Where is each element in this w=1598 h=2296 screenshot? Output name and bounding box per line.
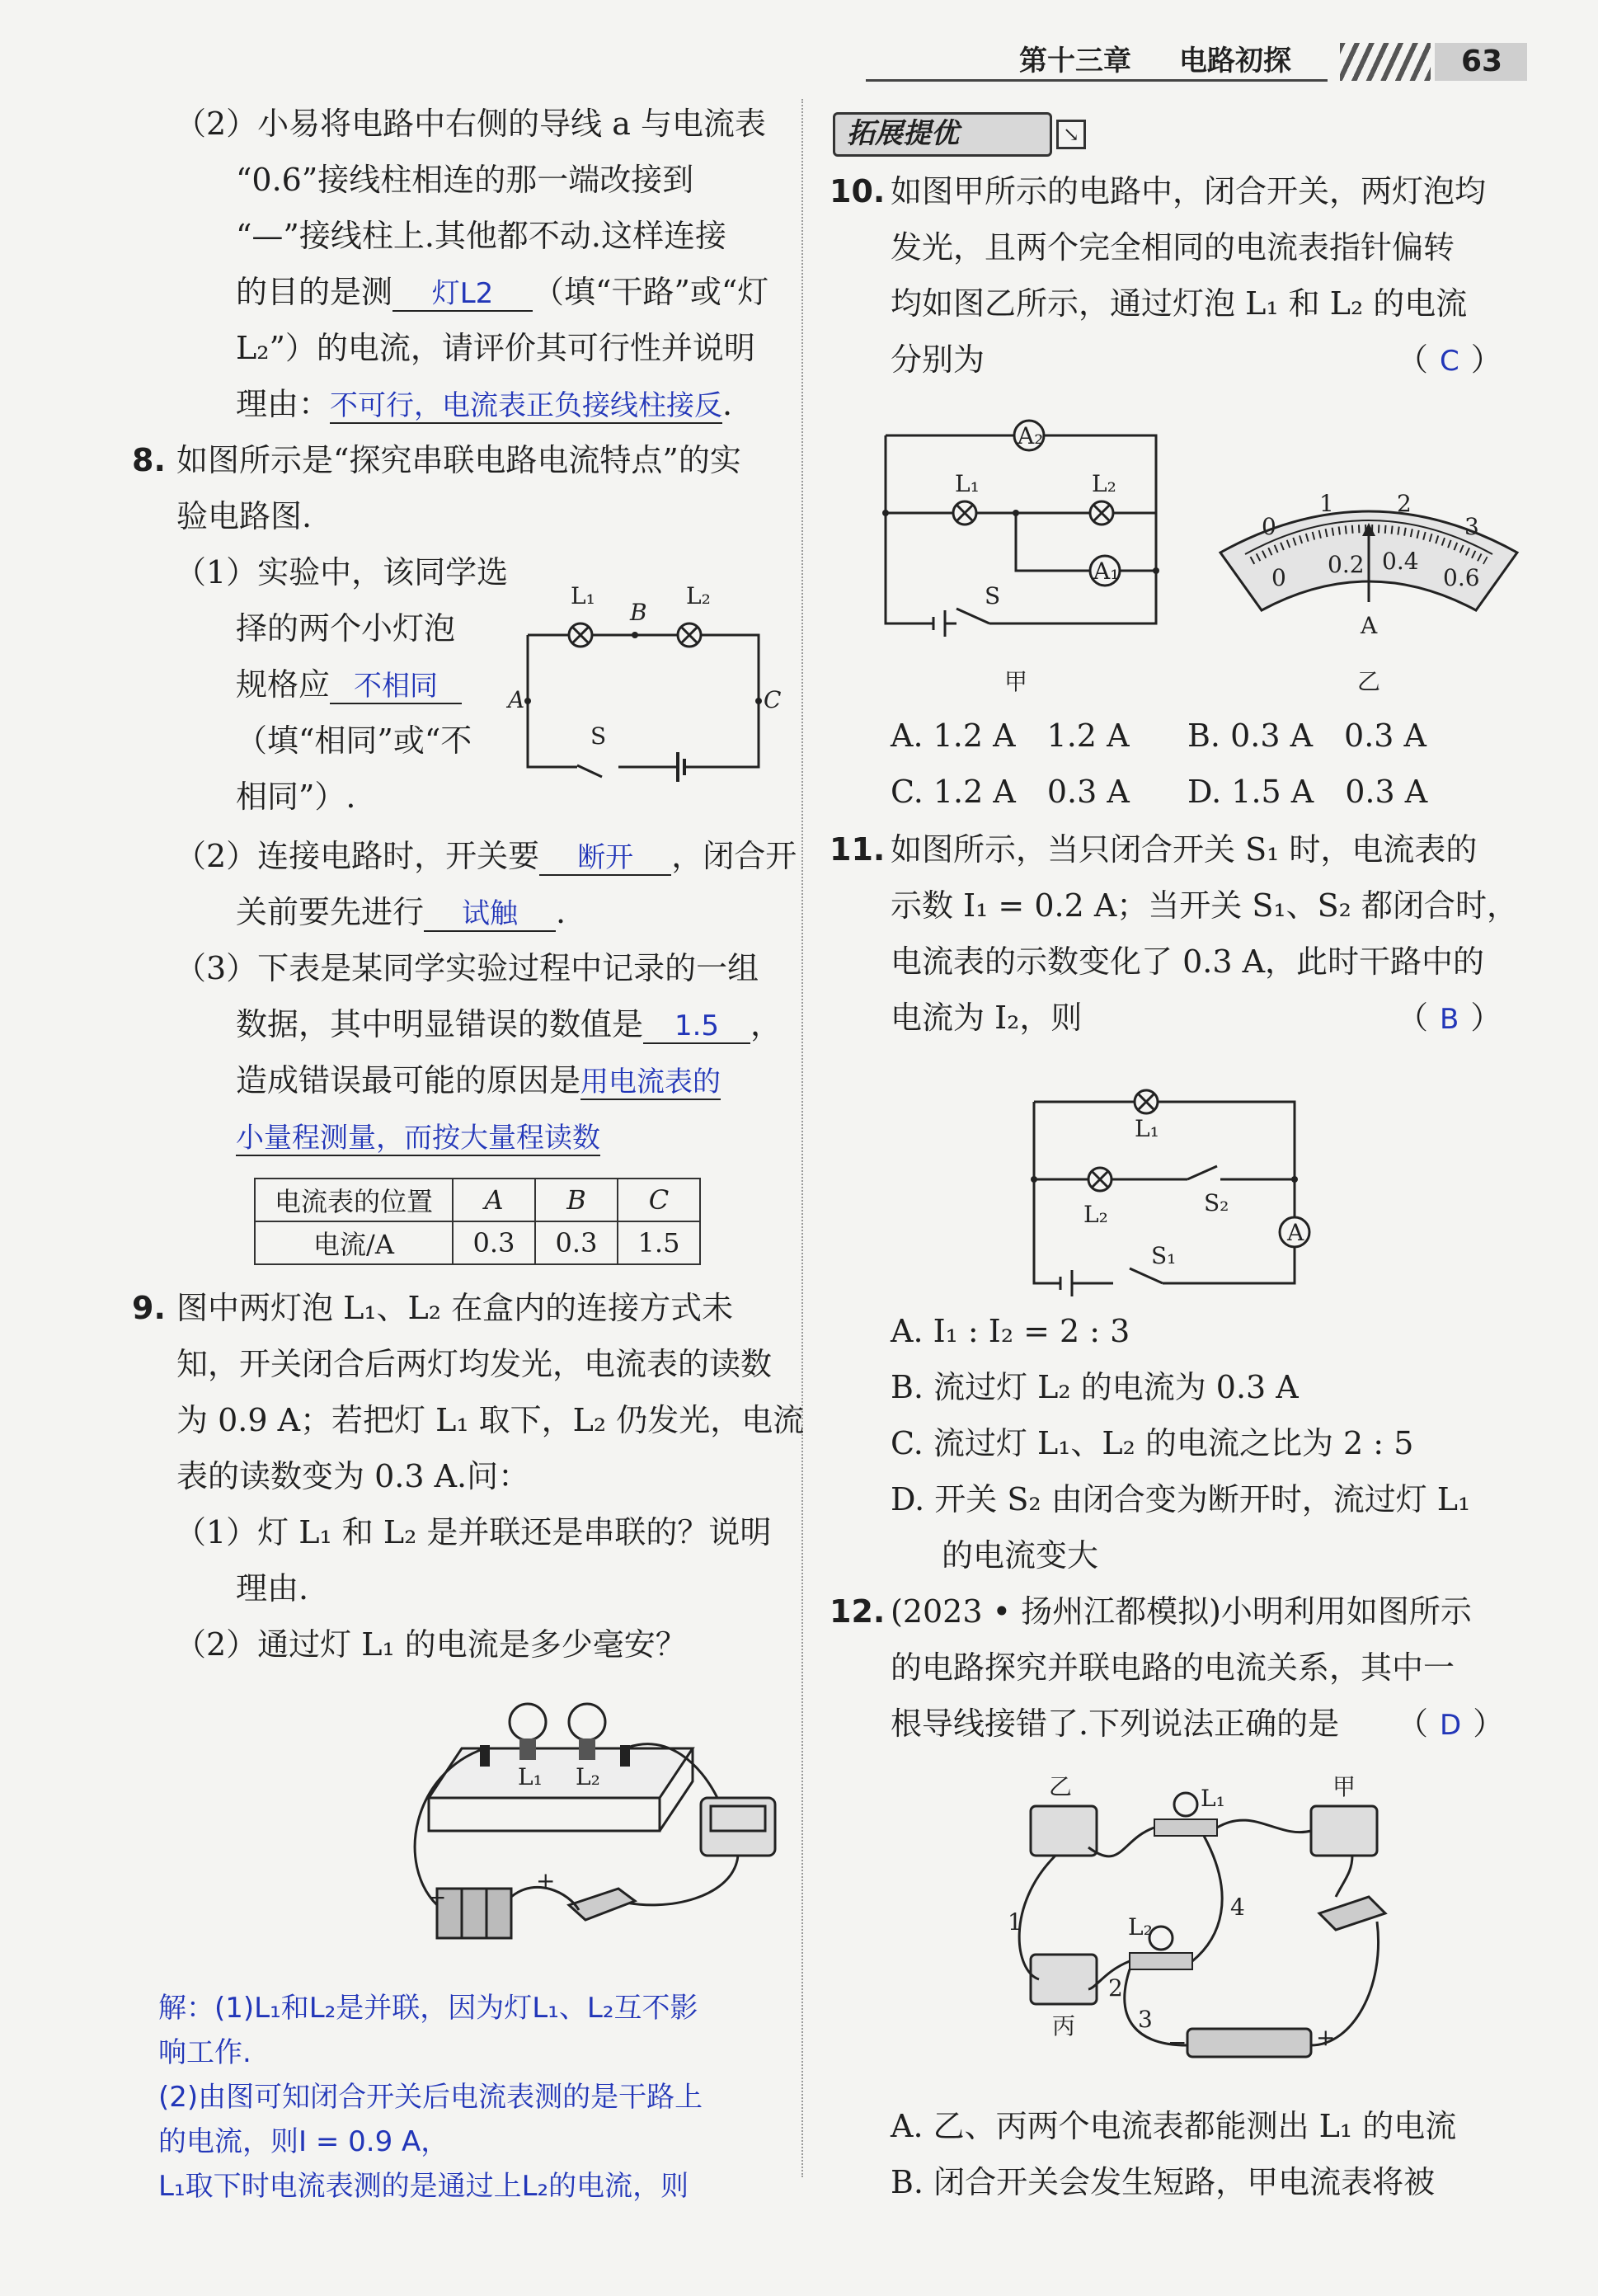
q7-line-1: （2）小易将电路中右侧的导线 a 与电流表: [175, 106, 766, 142]
q8-p2-l2-pre: 关前要先进行: [236, 894, 425, 930]
q10-line-1: 如图甲所示的电路中，闭合开关，两灯泡均: [891, 173, 1487, 209]
q12-label-jia: 甲: [1332, 1773, 1356, 1800]
table-row-label: 电流/A: [255, 1221, 453, 1264]
page-number: 63: [1461, 45, 1503, 78]
q8-label-b: B: [630, 599, 647, 626]
q8-label-s: S: [590, 722, 607, 750]
table-header-cell: A: [453, 1179, 535, 1221]
q9-solution-line-3: (2)由图可知闭合开关后电流表测的是干路上: [158, 2081, 703, 2114]
table-cell: 1.5: [618, 1221, 700, 1264]
header-stripes-icon: [1340, 43, 1431, 81]
q12-line-2: 的电路探究并联电路的电流关系，其中一: [891, 1649, 1455, 1686]
q12-answer: D: [1440, 1709, 1462, 1742]
q11-option-b: B. 流过灯 L₂ 的电流为 0.3 A: [891, 1369, 1299, 1405]
q8-p3-line-4: [236, 1117, 600, 1158]
q11-circuit-figure: [1022, 1080, 1319, 1287]
q9-solution-line-5: L₁取下时电流表测的是通过上L₂的电流，则: [158, 2170, 689, 2203]
q7-line-3: “—”接线柱上.其他都不动.这样连接: [236, 218, 727, 254]
q12-label-l1: L₁: [1201, 1785, 1225, 1812]
q9-solution-line-2: 响工作.: [158, 2036, 251, 2069]
q9-solution-line-4: 的电流，则I = 0.9 A，: [158, 2125, 449, 2158]
chapter-label: 第十三章: [1019, 45, 1131, 78]
q11-number: 11.: [830, 831, 886, 868]
q11-line-4: 电流为 I₂，则: [891, 1000, 1083, 1036]
q8-line-1: 如图所示是“探究串联电路电流特点”的实: [176, 442, 741, 478]
q7-line-2: “0.6”接线柱相连的那一端改接到: [236, 162, 694, 198]
q11-label-l2: L₂: [1083, 1201, 1108, 1228]
q9-sub-1: （1）灯 L₁ 和 L₂ 是并联还是串联的？说明: [175, 1514, 772, 1550]
q11-line-3: 电流表的示数变化了 0.3 A，此时干路中的: [891, 943, 1485, 980]
q10-label-jia: 甲: [1004, 668, 1028, 695]
meter-tick-top: 0: [1262, 513, 1276, 540]
q10-circuit-figure: [874, 412, 1179, 695]
meter-tick-bottom: 0.6: [1443, 564, 1480, 591]
meter-label-a: A: [1361, 612, 1378, 639]
q10-option-b: B. 0.3 A 0.3 A: [1187, 718, 1426, 754]
q8-p1-line-1: （1）实验中，该同学选: [175, 554, 509, 590]
q8-answer-3: 试触: [462, 897, 519, 930]
header-rule: [866, 79, 1328, 82]
table-cell: 0.3: [453, 1221, 535, 1264]
q8-answer-4: 1.5: [674, 1009, 720, 1042]
meter-tick-bottom: 0.2: [1328, 551, 1365, 578]
table-row: [255, 1221, 700, 1264]
q10-answer: C: [1440, 345, 1459, 378]
table-header-row: [255, 1179, 700, 1221]
q12-label-bing: 丙: [1052, 2012, 1076, 2040]
q11-line-2: 示数 I₁ = 0.2 A；当开关 S₁、S₂ 都闭合时，: [891, 887, 1518, 924]
q10-line-2: 发光，且两个完全相同的电流表指针偏转: [891, 229, 1455, 266]
q7-line-6-post: .: [722, 386, 733, 422]
q9-line-3: 为 0.9 A；若把灯 L₁ 取下，L₂ 仍发光，电流: [176, 1402, 805, 1438]
meter-tick-bottom: 0: [1271, 564, 1286, 591]
q8-label-l1: L₁: [571, 582, 595, 609]
q8-data-table: [254, 1178, 701, 1265]
q11-option-d: D. 开关 S₂ 由闭合变为断开时，流过灯 L₁: [891, 1481, 1471, 1517]
q12-label-wire-4: 4: [1230, 1894, 1245, 1921]
q8-p1-line-2: 择的两个小灯泡: [236, 610, 456, 647]
page-header: [866, 43, 1503, 84]
q8-answer-5b: 小量程测量，而按大量程读数: [236, 1122, 600, 1155]
q12-answer-bracket: （ D ）: [1397, 1706, 1505, 1742]
q10-label-yi: 乙: [1357, 668, 1381, 695]
section-banner: [833, 112, 1080, 157]
q10-option-d: D. 1.5 A 0.3 A: [1187, 774, 1428, 810]
q7-answer-2: 不可行，电流表正负接线柱接反: [330, 389, 723, 422]
q8-line-2: 验电路图.: [176, 498, 313, 534]
q8-label-l2: L₂: [686, 582, 711, 609]
table-header-cell: C: [618, 1179, 700, 1221]
q8-p2-l2-post: .: [556, 894, 566, 930]
section-title: 拓展提优: [847, 117, 959, 150]
q11-label-l1: L₁: [1135, 1115, 1159, 1142]
q10-answer-bracket: （ C ）: [1397, 341, 1502, 378]
q11-label-a: A: [1287, 1219, 1304, 1246]
q12-number: 12.: [830, 1593, 886, 1630]
q7-answer-blank: [392, 275, 533, 312]
q12-label-l2: L₂: [1128, 1913, 1153, 1941]
q7-answer-1: 灯L2: [431, 277, 494, 310]
q8-p1-line-3: [236, 665, 462, 704]
q11-option-d-cont: 的电流变大: [942, 1537, 1099, 1574]
meter-tick-top: 3: [1464, 513, 1479, 540]
meter-tick-bottom: 0.4: [1382, 548, 1419, 575]
q12-label-wire-2: 2: [1108, 1974, 1123, 2002]
q11-option-c: C. 流过灯 L₁、L₂ 的电流之比为 2 : 5: [891, 1425, 1414, 1461]
chapter-title: 电路初探: [1179, 45, 1291, 78]
q9-label-l1: L₁: [518, 1763, 543, 1790]
q7-line-6: [236, 384, 732, 426]
table-header-cell: 电流表的位置: [255, 1179, 453, 1221]
q8-p2-pre: （2）连接电路时，开关要: [175, 838, 540, 874]
q8-p2-mid: ，闭合开: [671, 838, 797, 874]
q8-p3-l3-pre: 造成错误最可能的原因是: [236, 1062, 581, 1099]
q9-line-2: 知，开关闭合后两灯均发光，电流表的读数: [176, 1346, 773, 1382]
q8-answer-blank-2: [539, 840, 671, 876]
q9-label-l2: L₂: [576, 1763, 600, 1790]
q7-line-4-pre: 的目的是测: [236, 274, 393, 310]
q10-line-4: 分别为: [891, 341, 985, 378]
q8-answer-blank-3: [424, 896, 556, 932]
q9-line-4: 表的读数变为 0.3 A.问：: [176, 1458, 530, 1494]
q8-answer-5a: 用电流表的: [580, 1066, 721, 1099]
q11-line-1: 如图所示，当只闭合开关 S₁ 时，电流表的: [891, 831, 1478, 868]
q8-answer-2: 断开: [577, 841, 634, 874]
q8-answer-1: 不相同: [354, 670, 439, 703]
column-divider: [801, 99, 803, 2177]
q7-line-4: [236, 272, 768, 312]
q8-p3-line-2: [236, 1004, 782, 1044]
q12-label-plus: +: [1316, 2024, 1336, 2051]
q8-p1-line-3-pre: 规格应: [236, 666, 331, 703]
q10-label-s: S: [985, 582, 1001, 609]
q9-label-minus: −: [427, 1884, 447, 1911]
q8-p1-line-4: （填“相同”或“不: [236, 722, 472, 759]
table-cell: 0.3: [535, 1221, 618, 1264]
q8-circuit-figure: [495, 561, 792, 783]
q7-line-6-pre: 理由：: [236, 386, 331, 422]
q10-ammeter-figure: [1212, 478, 1525, 695]
q9-number: 9.: [132, 1290, 166, 1326]
q11-label-s2: S₂: [1204, 1189, 1229, 1216]
q8-number: 8.: [132, 442, 166, 478]
q8-p3-l2-pre: 数据，其中明显错误的数值是: [236, 1006, 644, 1042]
q8-label-a: A: [508, 686, 525, 713]
q8-label-c: C: [764, 686, 782, 713]
q10-line-3: 均如图乙所示，通过灯泡 L₁ 和 L₂ 的电流: [891, 285, 1468, 322]
q10-label-a1: A₁: [1093, 558, 1120, 585]
q12-option-b: B. 闭合开关会发生短路，甲电流表将被: [891, 2164, 1436, 2200]
q8-p1-line-5: 相同”）.: [236, 779, 356, 815]
table-header-cell: B: [535, 1179, 618, 1221]
q9-solution-line-1: 解：(1)L₁和L₂是并联，因为灯L₁、L₂互不影: [158, 1992, 698, 2025]
q8-p2-line-1: [175, 836, 797, 876]
q8-answer-blank-1: [330, 668, 462, 704]
q7-line-5: L₂”）的电流，请评价其可行性并说明: [236, 330, 755, 366]
q12-label-wire-1: 1: [1008, 1908, 1022, 1936]
q8-answer-blank-4: [643, 1008, 750, 1044]
q12-label-wire-3: 3: [1138, 2006, 1153, 2033]
q10-number: 10.: [830, 173, 886, 209]
arrow-down-right-icon: ↘: [1056, 120, 1086, 149]
q9-line-1: 图中两灯泡 L₁、L₂ 在盒内的连接方式未: [176, 1290, 734, 1326]
q8-p3-l2-post: ，: [750, 1006, 783, 1042]
q10-option-c: C. 1.2 A 0.3 A: [891, 774, 1130, 810]
q9-sub-2: （2）通过灯 L₁ 的电流是多少毫安？: [175, 1626, 687, 1663]
q11-answer: B: [1440, 1003, 1459, 1036]
q10-label-l2: L₂: [1092, 470, 1116, 497]
q8-p2-line-2: [236, 892, 566, 932]
q12-line-1: (2023 • 扬州江都模拟)小明利用如图所示: [891, 1593, 1472, 1630]
q12-label-minus: −: [1168, 2029, 1187, 2056]
meter-tick-top: 1: [1319, 490, 1334, 517]
q11-label-s1: S₁: [1151, 1242, 1177, 1269]
q12-option-a: A. 乙、丙两个电流表都能测出 L₁ 的电流: [891, 2108, 1457, 2144]
q8-p3-line-3: [236, 1061, 721, 1102]
q12-circuit-figure: [1006, 1773, 1402, 2078]
meter-tick-top: 2: [1397, 490, 1412, 517]
q11-option-a: A. I₁ : I₂ = 2 : 3: [891, 1313, 1130, 1349]
q10-label-a2: A₂: [1018, 422, 1044, 449]
q10-label-l1: L₁: [955, 470, 980, 497]
q9-label-plus: +: [536, 1867, 556, 1894]
q9-box-figure: [404, 1699, 783, 1946]
q12-label-yi: 乙: [1049, 1773, 1073, 1800]
q7-line-4-post: （填“干路”或“灯: [533, 274, 769, 310]
q12-line-3: 根导线接错了.下列说法正确的是: [891, 1706, 1340, 1742]
q10-option-a: A. 1.2 A 1.2 A: [891, 718, 1130, 754]
q8-p3-line-1: （3）下表是某同学实验过程中记录的一组: [175, 950, 759, 986]
q9-sub-1b: 理由.: [236, 1570, 309, 1607]
q11-answer-bracket: （ B ）: [1397, 1000, 1502, 1036]
